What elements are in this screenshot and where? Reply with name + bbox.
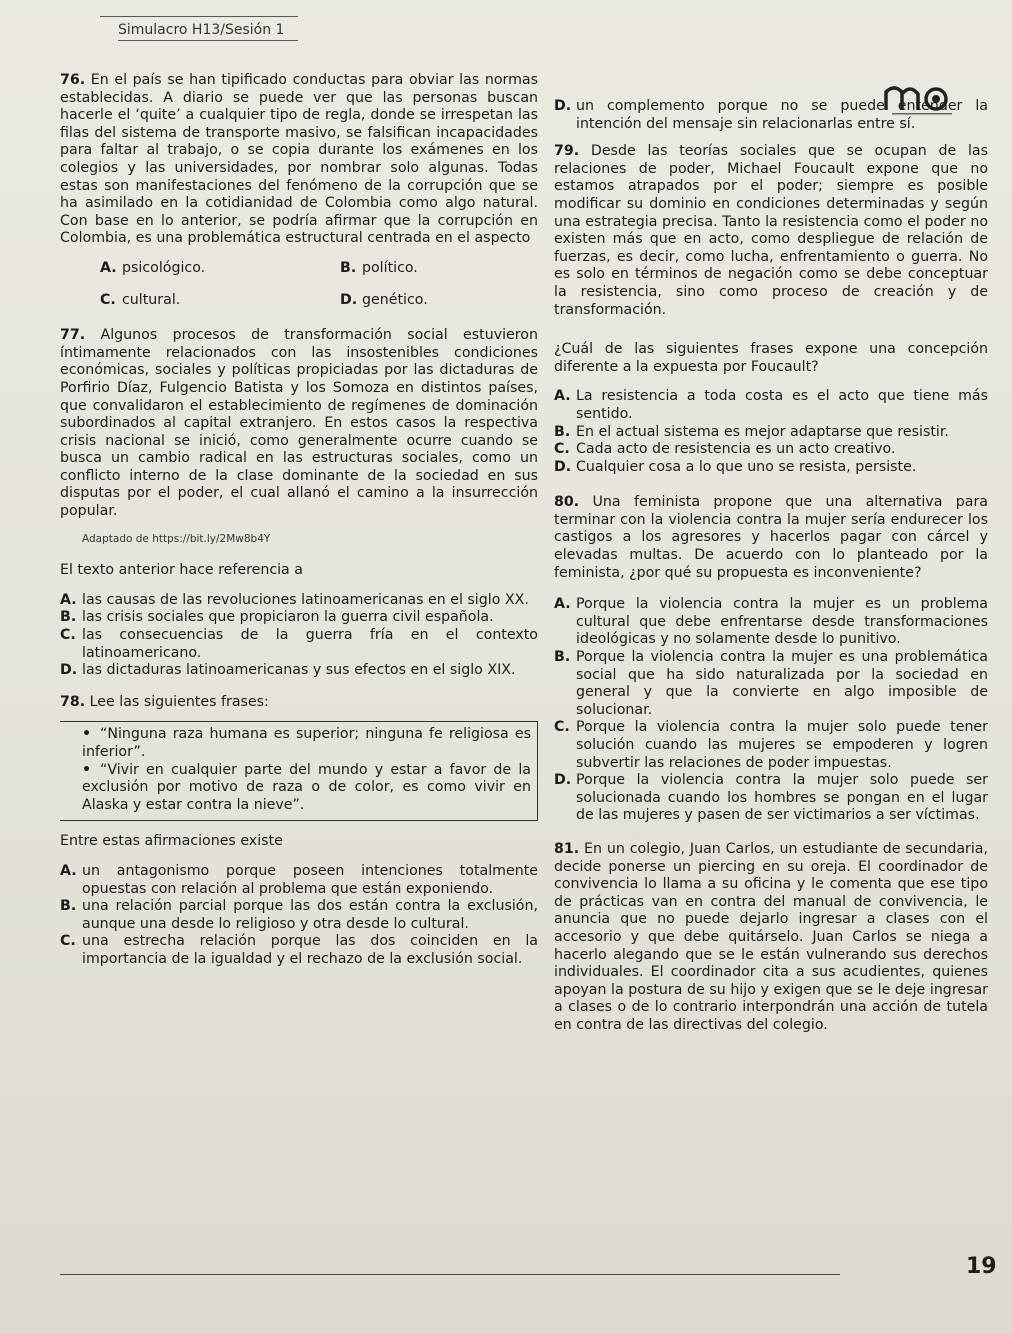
option-80-a[interactable]: A. Porque la violencia contra la mujer es un problema cultural que debe enfrentarse desde transformaciones ideológicas y no solamente desde lo punitivo. — [554, 596, 988, 648]
question-79-options — [554, 388, 988, 476]
option-76-d[interactable]: D. genético. — [340, 291, 428, 308]
question-80-options — [554, 596, 988, 825]
option-76-a[interactable]: A. psicológico. — [100, 259, 206, 276]
question-77-text: Algunos procesos de transformación social estuvieron íntimamente relacionados con las insostenibles condiciones económicas, sociales y políticas propiciadas por las dictaduras de Porfirio Díaz, Fulgencio Batista y los Somoza en distintos países, que convalidaron el establecimiento de regímenes de dominación subordinados al capital extranjero. En estos casos la respectiva crisis nacional se inició, como generalmente ocurre cuando se busca un cambio radical en las estructuras sociales, como un conflicto interno de la clase dominante de la sociedad en sus disputas por el poder, el cual allanó el camino a la insurrección popular. — [60, 327, 538, 520]
question-76-number: 76. — [60, 72, 86, 88]
page-number: 19 — [966, 1254, 997, 1279]
question-78-options — [60, 863, 538, 969]
question-79 — [554, 143, 988, 319]
question-81 — [554, 841, 988, 1035]
option-79-c[interactable]: C. Cada acto de resistencia es un acto creativo. — [554, 441, 896, 458]
option-80-d[interactable]: D. Porque la violencia contra la mujer solo puede ser solucionada cuando los hombres se pongan en el lugar de las mujeres y pasen de ser victimarios a ser víctimas. — [554, 772, 988, 824]
question-78 — [60, 694, 538, 712]
question-77-stem: El texto anterior hace referencia a — [60, 562, 303, 579]
question-76-text: En el país se han tipificado conductas para obviar las normas establecidas. A diario se puede ver que las personas buscan hacerle el ‘quite’ a cualquier tipo de regla, donde se irrespetan las filas del sistema de transporte masivo, se falsifican incapacidades para faltar al trabajo, o se copia durante los exámenes en los colegios y las universidades, por nombrar solo algunas. Todas estas son manifestaciones del fenómeno de la corrupción que se ha asimilado en la cotidianidad de Colombia como algo natural. Con base en lo anterior, se podría afirmar que la corrupción en Colombia, es una problemática estructural centrada en el aspecto — [60, 72, 538, 247]
left-column — [60, 72, 538, 969]
question-79-text: Desde las teorías sociales que se ocupan de las relaciones de poder, Michael Foucault expone que no estamos atrapados por el poder; siempre es posible modificar su dominio en condiciones determinadas y según una estrategia precisa. Tanto la resistencia como el poder no existen más que en acto, como despliegue de relación de fuerzas, es decir, como lucha, enfrentamiento o guerra. No es solo en términos de negación como se debe conceptuar la resistencia, sino como proceso de creación y de transformación. — [554, 143, 988, 318]
question-81-number: 81. — [554, 840, 580, 857]
question-79-number: 79. — [554, 143, 580, 160]
option-78-b[interactable]: B. una relación parcial porque las dos están contra la exclusión, aunque una desde lo religioso y otra desde lo cultural. — [60, 898, 538, 932]
quote-1: • “Ninguna raza humana es superior; ninguna fe religiosa es inferior”. — [82, 726, 531, 760]
quotes-box — [60, 721, 538, 821]
header-rule — [100, 16, 298, 17]
option-80-b[interactable]: B. Porque la violencia contra la mujer es una problemática social que ha sido naturalizada por la sociedad en general y que la convierte en algo imposible de solucionar. — [554, 649, 988, 718]
option-76-c[interactable]: C. cultural. — [100, 291, 181, 308]
question-79-stem: ¿Cuál de las siguientes frases expone una concepción diferente a la expuesta por Foucault? — [554, 341, 988, 375]
option-80-c[interactable]: C. Porque la violencia contra la mujer solo puede tener solución cuando las mujeres se empoderen y logren subvertir las relaciones de poder impuestas. — [554, 719, 988, 771]
question-80-number: 80. — [554, 494, 580, 511]
question-77-source: Adaptado de https://bit.ly/2Mw8b4Y — [82, 532, 271, 545]
question-77 — [60, 327, 538, 521]
question-77-number: 77. — [60, 327, 86, 344]
option-79-d[interactable]: D. Cualquier cosa a lo que uno se resista, persiste. — [554, 458, 917, 475]
option-79-a[interactable]: A. La resistencia a toda costa es el acto que tiene más sentido. — [554, 388, 988, 422]
question-78-text: Lee las siguientes frases: — [89, 693, 269, 710]
question-80-text: Una feminista propone que una alternativa para terminar con la violencia contra la mujer sería endurecer los castigos a los agresores y hacerlos pagar con cárcel y elevadas multas. De acuerdo con lo planteado por la feminista, ¿por qué su propuesta es inconveniente? — [554, 494, 988, 581]
quote-2: • “Vivir en cualquier parte del mundo y estar a favor de la exclusión por motivo de raza o de color, es como vivir en Alaska y estar contra la nieve”. — [82, 761, 531, 813]
bullet-icon: • — [82, 726, 92, 743]
question-78-number: 78. — [60, 693, 86, 710]
right-column — [554, 98, 988, 1035]
footer-rule — [60, 1274, 840, 1275]
option-78-d[interactable]: D. un complemento porque no se puede entender la intención del mensaje sin relacionarlas entre sí. — [554, 98, 988, 132]
option-77-b[interactable]: B. las crisis sociales que propiciaron la guerra civil española. — [60, 609, 494, 626]
question-78-stem: Entre estas afirmaciones existe — [60, 833, 283, 850]
option-77-a[interactable]: A. las causas de las revoluciones latinoamericanas en el siglo XX. — [60, 591, 529, 608]
option-78-c[interactable]: C. una estrecha relación porque las dos coinciden en la importancia de la igualdad y el rechazo de la exclusión social. — [60, 933, 538, 967]
option-79-b[interactable]: B. En el actual sistema es mejor adaptarse que resistir. — [554, 423, 949, 440]
bullet-icon: • — [82, 761, 92, 778]
option-76-b[interactable]: B. político. — [340, 259, 418, 276]
option-77-c[interactable]: C. las consecuencias de la guerra fría en el contexto latinoamericano. — [60, 627, 538, 661]
question-77-options — [60, 592, 538, 680]
question-76 — [60, 72, 538, 248]
question-80 — [554, 494, 988, 582]
question-81-text: En un colegio, Juan Carlos, un estudiante de secundaria, decide ponerse un piercing en su oreja. El coordinador de convivencia lo llama a su oficina y le comenta que ese tipo de prácticas van en contra del manual de convivencia, le anuncia que no puede dejarlo ingresar a clases con el accesorio y que debe quitárselo. Juan Carlos se niega a hacerlo alegando que se le están vulnerando sus derechos individuales. El coordinador cita a sus acudientes, quienes apoyan la postura de su hijo y exigen que se le deje ingresar a clases o de lo contrario interpondrán una acción de tutela en contra de las directivas del colegio. — [554, 840, 989, 1033]
page-header: Simulacro H13/Sesión 1 — [118, 22, 298, 41]
question-76-options — [100, 260, 538, 309]
option-78-a[interactable]: A. un antagonismo porque poseen intenciones totalmente opuestas con relación al problema que están exponiendo. — [60, 862, 538, 897]
option-77-d[interactable]: D. las dictaduras latinoamericanas y sus efectos en el siglo XIX. — [60, 662, 516, 679]
